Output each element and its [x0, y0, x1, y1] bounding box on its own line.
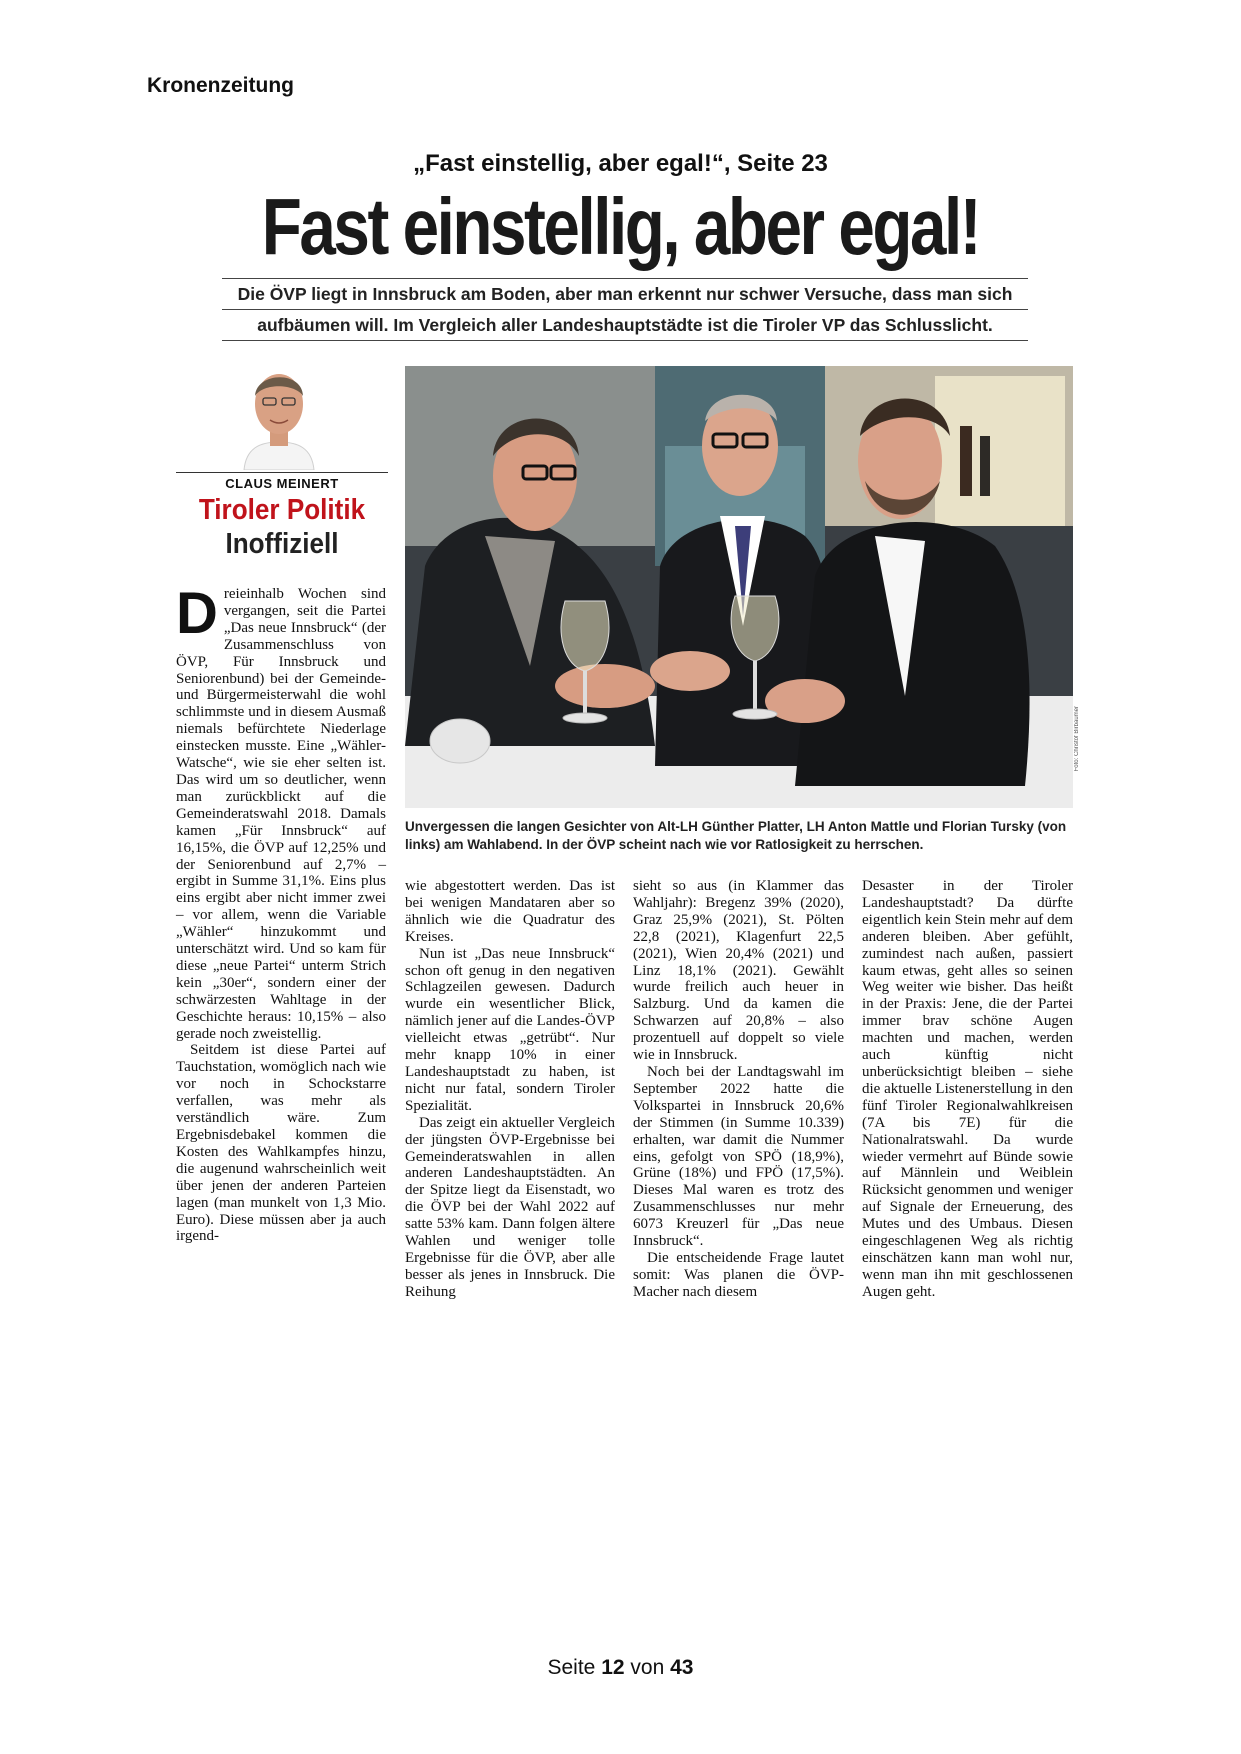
column-subtitle: Inoffiziell [225, 528, 339, 560]
paragraph-text: reieinhalb Wochen sind vergangen, seit die Partei „Das neue Innsbruck“ (der Zusammenschluss von ÖVP, Für Innsbruck und Seniorenbund) bei der Gemeinde- und Bürgermeisterwahl die wohl schlimmste und in diesem Ausmaß niemals befürchtete Niederlage einstecken musste. Eine „Wähler-Watsche“, wie sie eher selten ist. Das wird um so deutlicher, wenn man zurückblickt auf die Gemeinderatswahl 2018. Damals kamen „Für Innsbruck“ auf 16,15%, die ÖVP auf 12,25% und der Seniorenbund auf 2,7% – ergibt in Summe 31,1%. Eins plus eins ergibt aber nicht immer zwei – vor allem, wenn die Variable „Wähler“ hinzukommt und unterschätzt wird. Und so kam für diese „neue Partei“ unterm Strich kein „30er“, sondern einer der schwärzesten Wahltage in der Geschichte heraus: 10,15% – also gerade noch zweistellig. [176, 586, 386, 1042]
paragraph: wie abgestottert werden. Das ist bei wenigen Mandataren aber so ähnlich wie die Quadratur des Kreises. [405, 878, 615, 945]
paragraph: Seitdem ist diese Partei auf Tauchstation, womöglich nach wie vor noch in Schockstarre verfallen, was mehr als verständlich wäre. Zum Ergebnisdebakel kommen die Kosten des Wahlkampfes hinzu, die augenund wahrscheinlich weit über jenen der anderen Parteien lagen (man munkelt von 1,3 Mio. Euro). Diese müssen aber ja auch irgend- [176, 1042, 386, 1245]
paragraph [176, 581, 386, 1042]
paragraph: Das zeigt ein aktueller Vergleich der jüngsten ÖVP-Ergebnisse bei Gemeinderatswahlen in allen anderen Landeshauptstädten. An der Spitze liegt da Eisenstadt, wo die ÖVP bei der Wahl 2022 auf satte 53% kam. Dann folgen ältere Wahlen und weniger tolle Ergebnisse für die ÖVP, aber alle besser als jenes in Innsbruck. Die Reihung [405, 1114, 615, 1300]
reference-title: „Fast einstellig, aber egal!“, Seite 23 [413, 150, 828, 177]
article-deck [222, 278, 1028, 341]
author-divider [176, 472, 388, 473]
footer-prefix: Seite [547, 1656, 596, 1679]
article-photo [405, 366, 1073, 808]
photo-credit: Foto: Christof Birbaumer [1074, 706, 1080, 772]
footer-page-number: 12 [601, 1656, 625, 1679]
author-name: CLAUS MEINERT [225, 476, 339, 491]
footer-of: von [630, 1656, 665, 1679]
body-column-1 [176, 581, 386, 1245]
photo-caption: Unvergessen die langen Gesichter von Alt-LH Günther Platter, LH Anton Mattle und Florian Tursky (von links) am Wahlabend. In der ÖVP scheint nach wie vor Ratlosigkeit zu herrschen. [405, 819, 1067, 852]
article-headline: Fast einstellig, aber egal! [261, 182, 980, 271]
publication-name: Kronenzeitung [147, 74, 294, 97]
drop-cap: D [176, 581, 218, 646]
page-footer [0, 1656, 1241, 1680]
body-column-2 [405, 878, 615, 1301]
footer-page-total: 43 [670, 1656, 694, 1679]
paragraph: sieht so aus (in Klammer das Wahljahr): Bregenz 39% (2020), Graz 25,9% (2021), St. Pölten 22,8 (2021), Klagenfurt 22,5 (2021), Wien 20,4% (2021) und Linz 18,1% (2021). Gewählt wurde freilich auch heuer in Salzburg. Und da kamen die Schwarzen auf 20,8% – also prozentuell auf doppelt so viele wie in Innsbruck. [633, 878, 844, 1064]
column-title: Tiroler Politik [198, 494, 366, 526]
paragraph: Desaster in der Tiroler Landeshauptstadt? Da dürfte eigentlich kein Stein mehr auf dem anderen bleiben. Aber gefühlt, zumindest nach außen, passiert kaum etwas, geht alles so seinen Weg weiter wie bisher. Das heißt in der Praxis: Jene, die der Partei immer brav schöne Augen machten und machen, werden auch künftig nicht unberücksichtigt bleiben – siehe die aktuelle Listenerstellung in den fünf Tiroler Regionalwahlkreisen (7A bis 7E) für die Nationalratswahl. Da wurde wieder vermehrt auf Bünde sowie auf Männlein und Weiblein Rücksicht genommen und weniger auf Signale der Erneuerung, des Mutes und des Umbaus. Diesen eingeschlagenen Weg als richtig einschätzen kann man wohl nur, wenn man ihn mit geschlossenen Augen geht. [862, 878, 1073, 1300]
body-column-3 [633, 878, 844, 1301]
body-column-4 [862, 878, 1073, 1301]
paragraph: Nun ist „Das neue Innsbruck“ schon oft genug in den negativen Schlagzeilen gewesen. Dadurch wurde ein wesentlicher Blick, nämlich jener auf die Landes-ÖVP vielleicht etwas „getrübt“. Nur mehr knapp 10% in einer Landeshauptstadt zu haben, ist nicht nur fatal, sondern Tiroler Spezialität. [405, 945, 615, 1114]
deck-line-2: aufbäumen will. Im Vergleich aller Landeshauptstädte ist die Tiroler VP das Schlusslicht. [257, 315, 993, 335]
author-portrait [236, 356, 322, 470]
paragraph: Die entscheidende Frage lautet somit: Was planen die ÖVP-Macher nach diesem [633, 1249, 844, 1300]
paragraph: Noch bei der Landtagswahl im September 2022 hatte die Volkspartei in Innsbruck 20,6% der Stimmen (in Summe 10.339) erhalten, war damit die Nummer eins, gefolgt von SPÖ (18,9%), Grüne (18%) und FPÖ (17,5%). Dieses Mal waren es trotz des Zusammenschlusses nur mehr 6073 Kreuzerl für „Das neue Innsbruck“. [633, 1063, 844, 1250]
deck-line-1: Die ÖVP liegt in Innsbruck am Boden, aber man erkennt nur schwer Versuche, dass man sich [222, 279, 1028, 310]
